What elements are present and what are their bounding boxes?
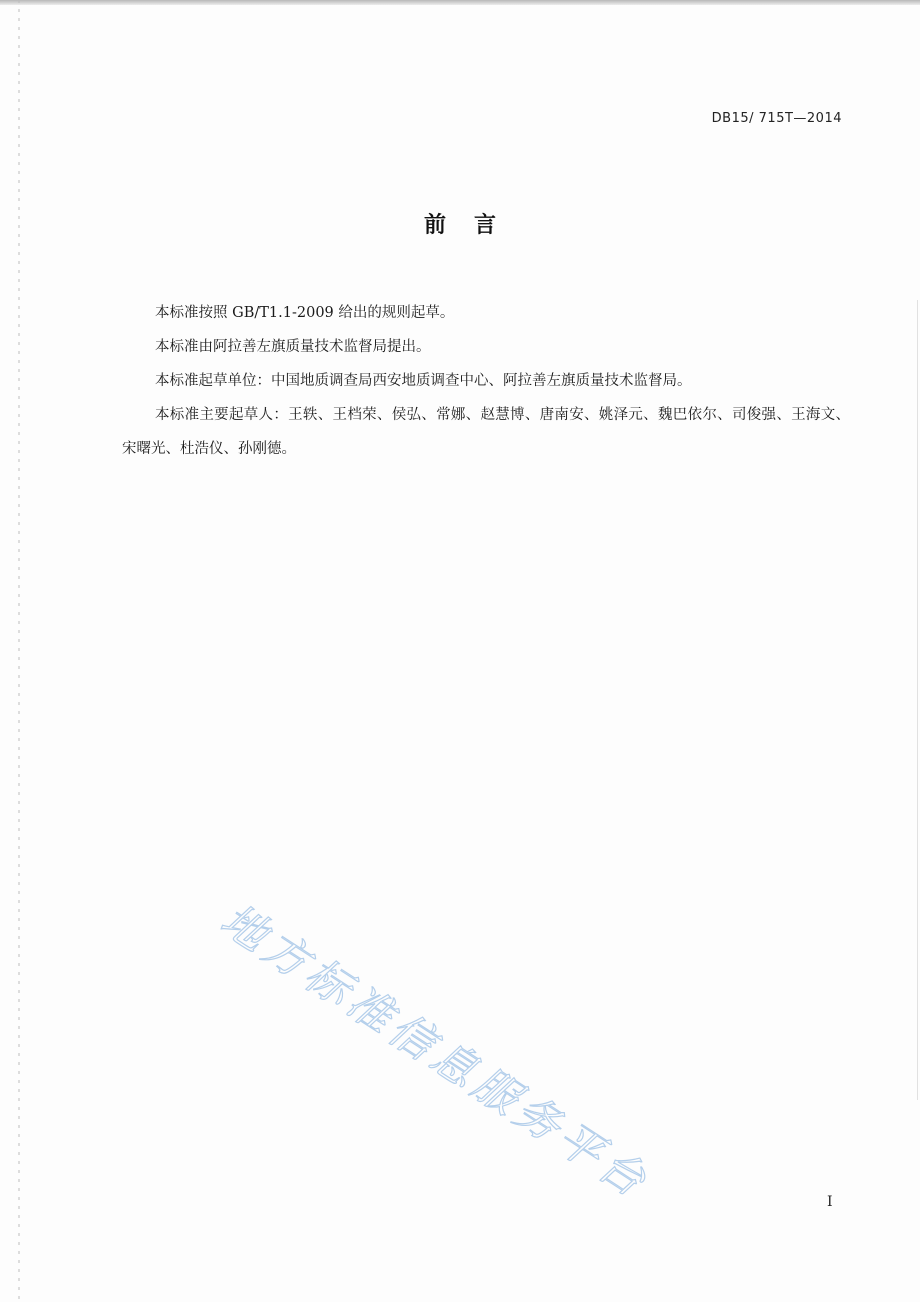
scan-edge-right [917,300,918,1100]
paragraph-drafting-rules: 本标准按照 GB/T1.1-2009 给出的规则起草。 [155,305,455,321]
watermark: 地方标准信息服务平台 [211,894,659,1210]
section-title: 前言 [423,213,524,238]
paragraph-main-drafters: 本标准主要起草人：王轶、王档荣、侯弘、常娜、赵慧博、唐南安、姚泽元、魏巴依尔、司俊强、王海文、宋曙光、杜浩仪、孙刚德。 [122,407,850,457]
standard-code: DB15/ 715T—2014 [711,111,842,126]
scan-edge-top [0,0,920,5]
foreword-body [122,296,850,466]
page-number: I [827,1194,833,1210]
scan-edge-left [18,0,20,1302]
paragraph-proposer: 本标准由阿拉善左旗质量技术监督局提出。 [155,339,431,355]
paragraph-drafting-units: 本标准起草单位：中国地质调查局西安地质调查中心、阿拉善左旗质量技术监督局。 [155,373,692,389]
